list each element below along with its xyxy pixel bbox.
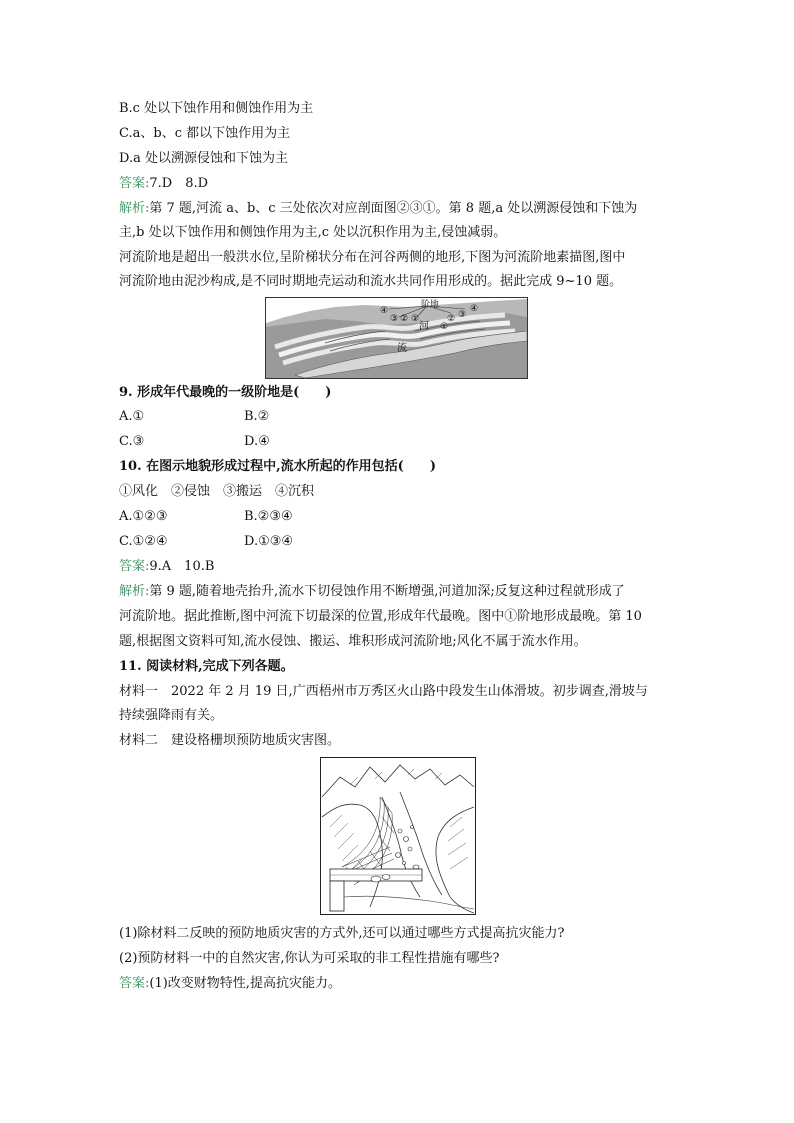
grid-dam-figure [320, 757, 476, 915]
q11-sub2: (2)预防材料一中的自然灾害,你认为可采取的非工程性措施有哪些? [119, 951, 500, 966]
q9-option-d: D.④ [244, 434, 270, 449]
explanation-9-10-line1 [119, 583, 625, 601]
q8-option-b: B.c 处以下蚀作用和侧蚀作用为主 [119, 101, 314, 116]
explanation-9-10-line3: 题,根据图文资料可知,流水侵蚀、搬运、堆积形成河流阶地;风化不属于流水作用。 [119, 634, 587, 649]
answer-11 [119, 975, 341, 993]
river-terrace-sketch [265, 297, 528, 379]
grid-dam-svg [320, 757, 476, 915]
answer-text: 7.D 8.D [149, 176, 209, 191]
q10-stem: 10. 在图示地貌形成过程中,流水所起的作用包括( ) [119, 459, 436, 474]
q10-option-a: A.①②③ [119, 509, 168, 524]
mark-left-2: ② [400, 314, 409, 324]
q9-option-a: A.① [119, 409, 145, 424]
answer-text: (1)改变财物特性,提高抗灾能力。 [149, 976, 341, 991]
mark-left-1: ① [411, 314, 420, 324]
answer-7-8 [119, 175, 208, 193]
material2: 材料二 建设格栅坝预防地质灾害图。 [119, 733, 341, 748]
mark-left-3: ③ [390, 314, 399, 324]
intro-9-10-line2: 河流阶地由泥沙构成,是不同时期地壳运动和流水共同作用形成的。据此完成 9~10 题。 [119, 274, 623, 289]
q9-stem: 9. 形成年代最晚的一级阶地是( ) [119, 385, 332, 400]
q9-option-c: C.③ [119, 434, 145, 449]
answer-label: 答案: [119, 176, 150, 191]
material1-line1: 材料一 2022 年 2 月 19 日,广西梧州市万秀区火山路中段发生山体滑坡。初步调查,滑坡与 [119, 684, 648, 699]
explanation-9-10-line2: 河流阶地。据此推断,图中河流下切最深的位置,形成年代最晚。图中①阶地形成最晚。第 10 [119, 609, 642, 624]
explanation-label: 解析: [119, 201, 150, 216]
explanation-label: 解析: [119, 584, 150, 599]
answer-9-10 [119, 558, 214, 576]
q10-option-d: D.①③④ [244, 534, 294, 549]
mark-right-4: ④ [470, 304, 479, 314]
label-flow: 流 [397, 343, 407, 354]
q10-option-c: C.①②④ [119, 534, 168, 549]
label-terrace: 阶地 [421, 300, 440, 310]
mark-right-2: ② [447, 314, 456, 324]
river-terrace-svg [265, 297, 528, 379]
q10-option-b: B.②③④ [244, 509, 293, 524]
explanation-text: 第 9 题,随着地壳抬升,流水下切侵蚀作用不断增强,河道加深;反复这种过程就形成了 [149, 584, 625, 599]
explanation-7-8-line1 [119, 200, 637, 218]
label-river: 河 [419, 321, 429, 332]
answer-label: 答案: [119, 559, 150, 574]
mark-right-3: ③ [458, 310, 467, 320]
q8-option-d: D.a 处以溯源侵蚀和下蚀为主 [119, 151, 288, 166]
answer-label: 答案: [119, 976, 150, 991]
mark-left-4: ④ [380, 306, 389, 316]
q11-sub1: (1)除材料二反映的预防地质灾害的方式外,还可以通过哪些方式提高抗灾能力? [119, 926, 565, 941]
answer-text: 9.A 10.B [149, 559, 215, 574]
q8-option-c: C.a、b、c 都以下蚀作用为主 [119, 126, 291, 141]
intro-9-10-line1: 河流阶地是超出一般洪水位,呈阶梯状分布在河谷两侧的地形,下图为河流阶地素描图,图中 [119, 250, 626, 265]
mark-right-1: ① [440, 322, 449, 332]
explanation-text: 第 7 题,河流 a、b、c 三处依次对应剖面图②③①。第 8 题,a 处以溯源侵蚀和下蚀为 [149, 201, 638, 216]
explanation-7-8-line2: 主,b 处以下蚀作用和侧蚀作用为主,c 处以沉积作用为主,侵蚀减弱。 [119, 225, 507, 240]
q10-items: ①风化 ②侵蚀 ③搬运 ④沉积 [119, 484, 315, 499]
material1-line2: 持续强降雨有关。 [119, 708, 224, 723]
q9-option-b: B.② [244, 409, 270, 424]
q11-stem: 11. 阅读材料,完成下列各题。 [119, 659, 294, 674]
